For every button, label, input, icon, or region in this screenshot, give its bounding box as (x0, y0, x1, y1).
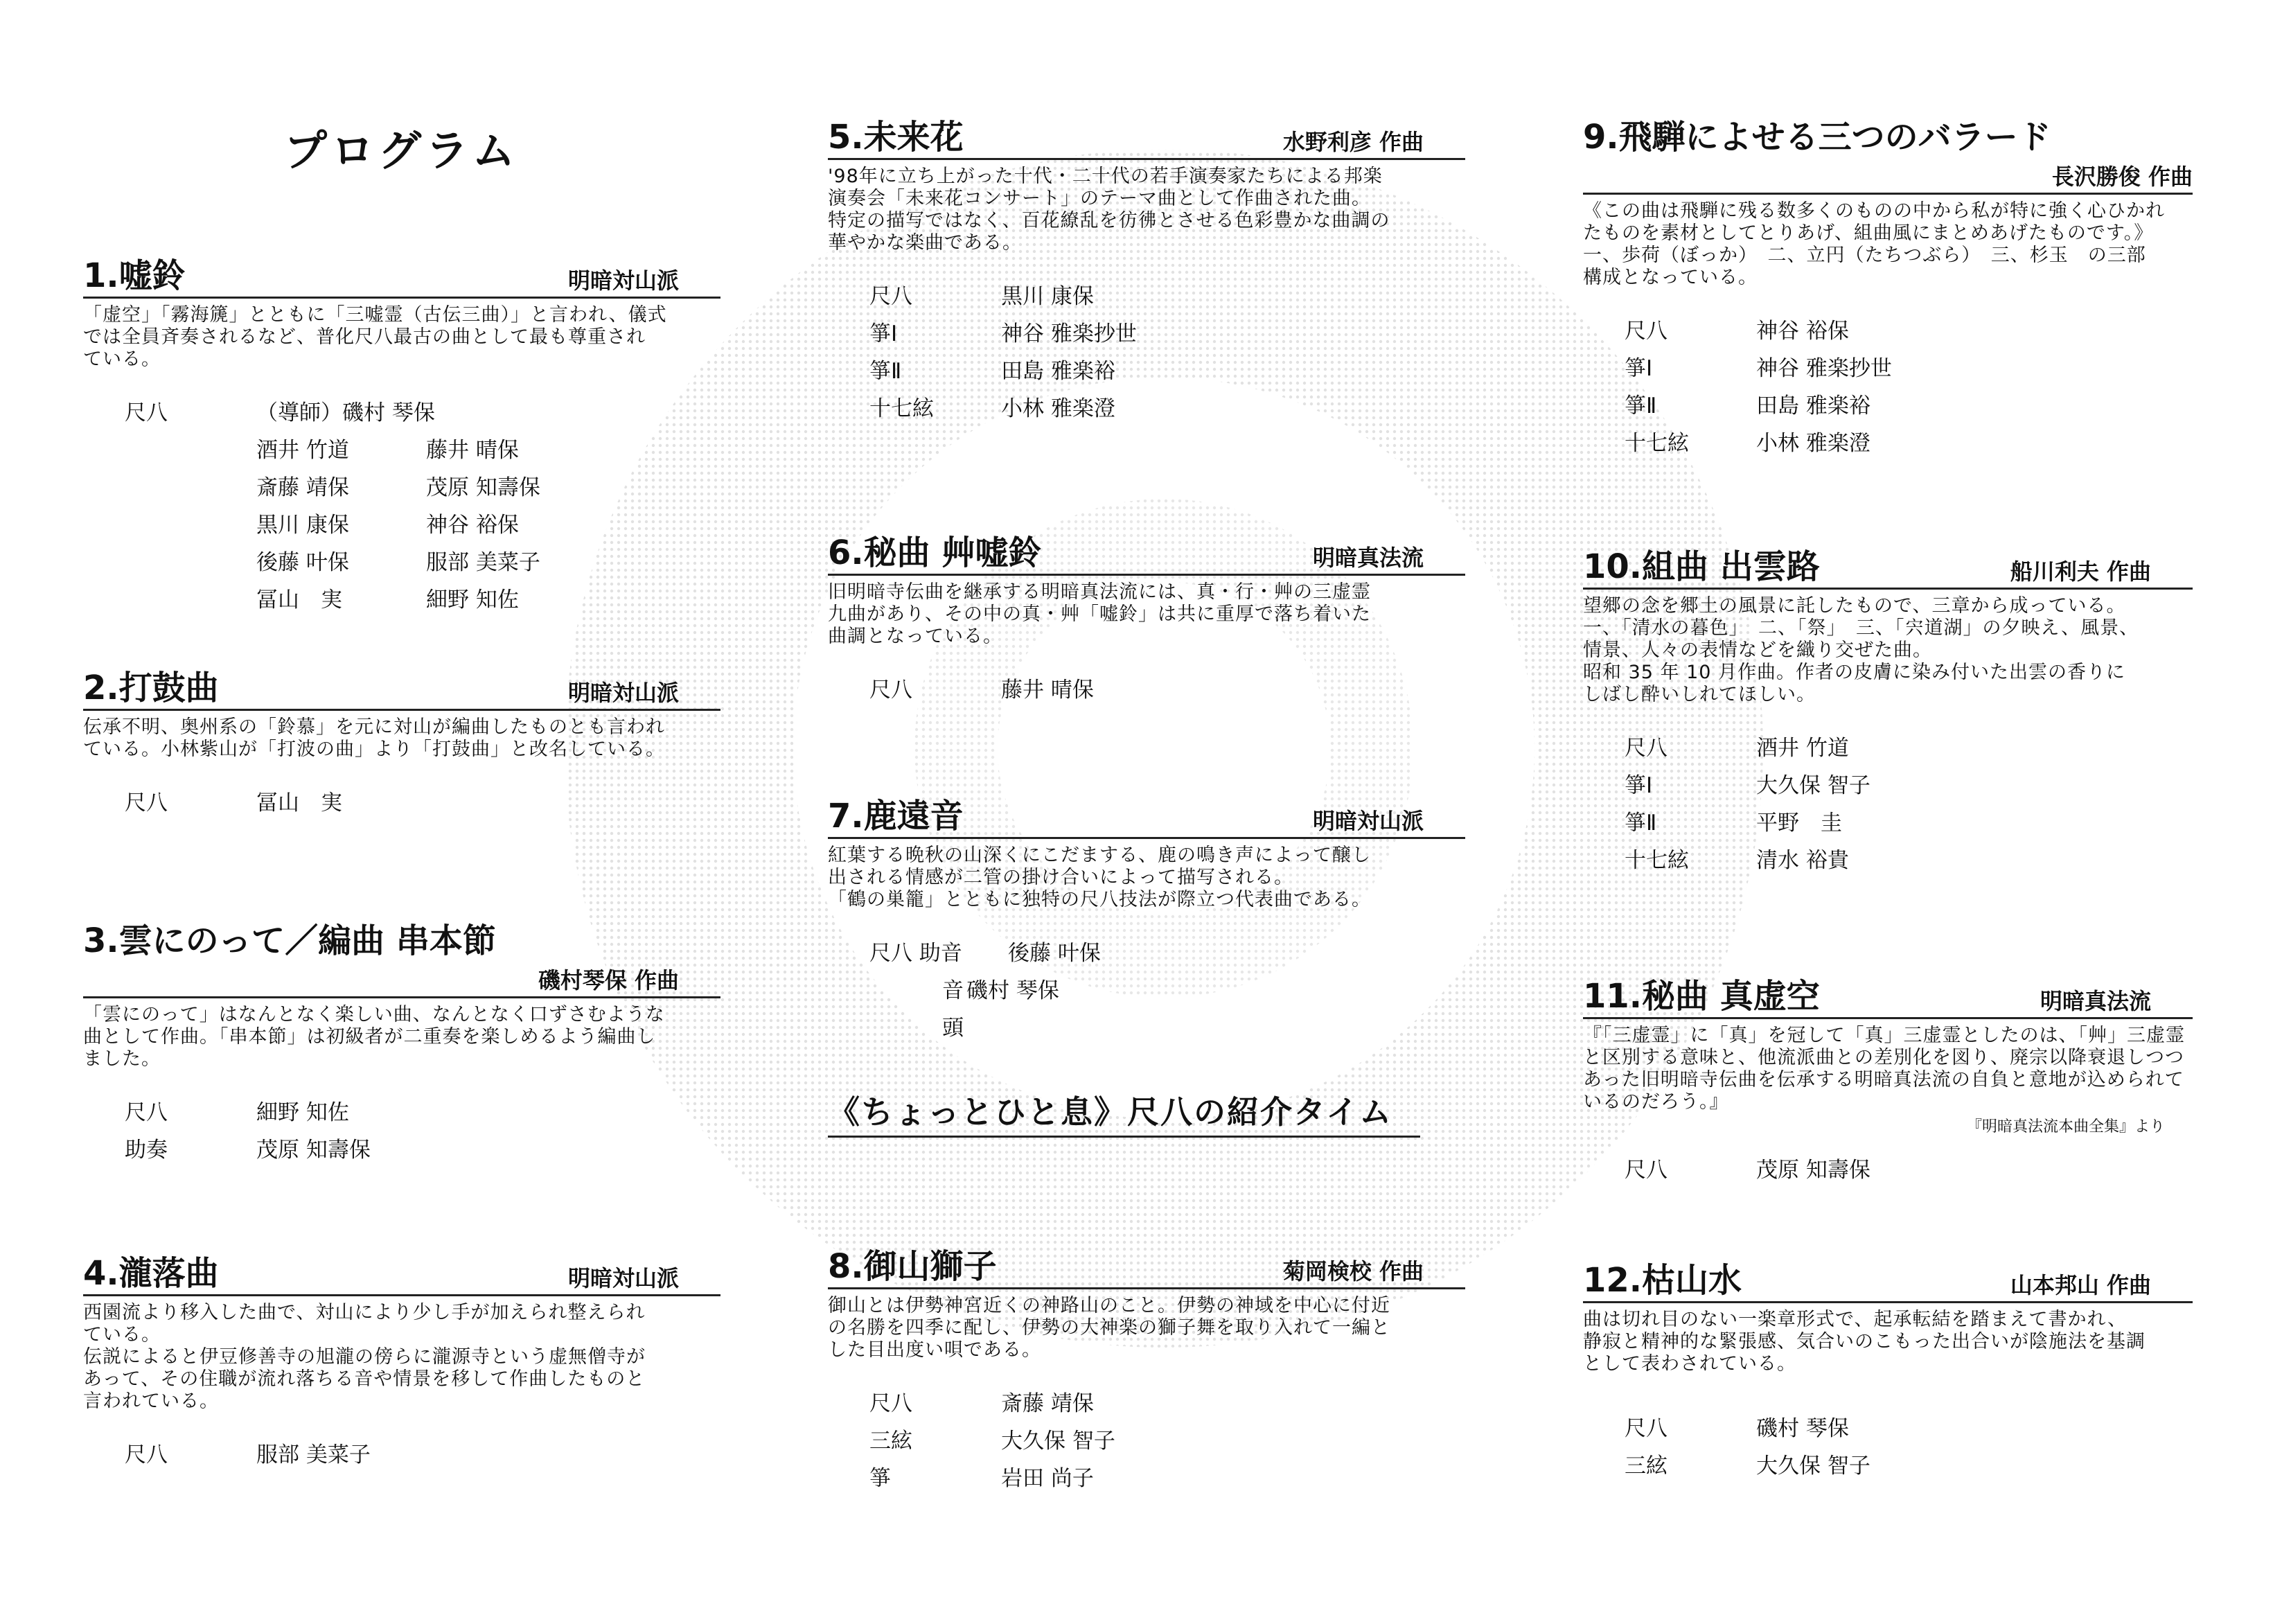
piece-title: 9.飛騨によせる三つのバラード (1583, 118, 2051, 157)
piece-credit: 水野利彦 作曲 (1282, 129, 1424, 155)
performer-name: 小林 雅楽澄 (1756, 431, 1870, 456)
performer-row (828, 390, 1465, 427)
performer-list (828, 935, 1465, 1047)
piece-header (828, 104, 1465, 160)
source-note: 『明暗真法流本曲全集』より (1966, 1118, 2165, 1136)
piece-credit: 明暗真法流 (2040, 988, 2151, 1014)
performer-name: 斎藤 靖保 (1001, 1391, 1094, 1416)
performer-role: 箏 (869, 1466, 891, 1491)
performer-role: 箏Ⅰ (1625, 773, 1653, 798)
piece-header (1583, 963, 2193, 1019)
performer-row (1583, 804, 2193, 842)
performer-role: 尺八 (125, 400, 168, 425)
performer-role: 尺八 助音 (869, 941, 962, 966)
piece-title: 1.嘘鈴 (83, 256, 186, 296)
performer-row (83, 1094, 720, 1131)
performer-name: 冨山 実 (256, 791, 342, 815)
performer-name: 後藤 叶保 (256, 550, 349, 575)
piece-credit: 磯村琴保 作曲 (538, 967, 679, 994)
piece-header (1583, 1247, 2193, 1303)
piece-credit: 長沢勝俊 作曲 (2051, 164, 2193, 190)
performer-list (828, 671, 1465, 709)
performer-role: 箏Ⅰ (869, 321, 898, 346)
performer-row (1583, 387, 2193, 425)
performer-row (1583, 1410, 2193, 1447)
performer-role: 箏Ⅰ (1625, 356, 1653, 381)
piece-header (1583, 104, 2193, 195)
performer-row (1583, 1447, 2193, 1485)
piece-4 (83, 1240, 720, 1474)
piece-header (83, 242, 720, 299)
performer-list (1583, 1151, 2193, 1189)
piece-header (83, 908, 720, 998)
performer-role: 十七絃 (1625, 848, 1689, 873)
piece-1 (83, 242, 720, 619)
performer-name: 大久保 智子 (1756, 1454, 1870, 1479)
performer-name: 神谷 裕保 (1756, 319, 1849, 344)
performer-name: 清水 裕貴 (1756, 848, 1849, 873)
performer-name: 田島 雅楽裕 (1001, 359, 1115, 384)
performer-role: 尺八 (1625, 319, 1668, 344)
piece-description: 「雲にのって」はなんとなく楽しい曲、なんとなく口ずさむような 曲として作曲。「串本節」は初級者が二重奏を楽しめるよう編曲し ました。 (83, 1004, 665, 1070)
performer-row (1583, 730, 2193, 767)
piece-title: 8.御山獅子 (828, 1247, 997, 1287)
page-title: プログラム (284, 125, 520, 176)
performer-name: 黒川 康保 (1001, 284, 1094, 309)
piece-10 (1583, 533, 2193, 879)
performer-row (828, 353, 1465, 390)
performer-role: 十七絃 (1625, 431, 1689, 456)
piece-description: 御山とは伊勢神宮近くの神路山のこと。伊勢の神域を中心に付近 の名勝を四季に配し、伊勢の大神楽の獅子舞を取り入れて一編と した目出度い唄である。 (828, 1295, 1390, 1361)
piece-title: 4.瀧落曲 (83, 1254, 219, 1294)
performer-name: 大久保 智子 (1756, 773, 1870, 798)
performer-role: 箏Ⅱ (1625, 394, 1657, 418)
performer-name: 細野 知佐 (426, 588, 519, 612)
piece-description: 紅葉する晩秋の山深くにこだまする、鹿の鳴き声によって醸し 出される情感が二管の掛け合いによって描写される。 「鶴の巣籠」とともに独特の尺八技法が際立つ代表曲である。 (828, 845, 1371, 910)
performer-role: 尺八 (869, 284, 912, 309)
performer-name: 小林 雅楽澄 (1001, 396, 1115, 421)
piece-title: 3.雲にのって／編曲 串本節 (83, 921, 496, 961)
piece-12 (1583, 1247, 2193, 1485)
performer-name: 田島 雅楽裕 (1756, 394, 1870, 418)
piece-9 (1583, 104, 2193, 462)
piece-title: 6.秘曲 艸嘘鈴 (828, 533, 1042, 573)
piece-credit: 明暗対山派 (567, 267, 679, 294)
performer-name: 磯村 琴保 (966, 978, 1059, 1003)
performer-role: 音頭 (942, 978, 964, 1041)
performer-role: 尺八 (869, 678, 912, 703)
performer-list (1583, 730, 2193, 879)
performer-list (83, 1436, 720, 1474)
performer-role: 尺八 (125, 1100, 168, 1125)
performer-role: 尺八 (1625, 1416, 1668, 1441)
performer-name: 茂原 知壽保 (426, 475, 540, 500)
performer-name: 黒川 康保 (256, 513, 349, 538)
performer-role: 三絃 (869, 1429, 912, 1454)
performer-name: 斎藤 靖保 (256, 475, 349, 500)
performer-list (83, 1094, 720, 1169)
performer-list (1583, 312, 2193, 462)
performer-list (828, 278, 1465, 427)
piece-description: '98年に立ち上がった十代・二十代の若手演奏家たちによる邦楽 演奏会「未来花コンサート」のテーマ曲として作曲された曲。 特定の描写ではなく、百花繚乱を彷彿とさせる色彩豊かな曲調の 華やかな楽曲である。 (828, 166, 1390, 254)
piece-header (828, 1233, 1465, 1289)
performer-row (83, 784, 720, 822)
piece-header (83, 1240, 720, 1296)
performer-name: 神谷 裕保 (426, 513, 519, 538)
piece-credit: 山本邦山 作曲 (2010, 1272, 2151, 1298)
piece-credit: 菊岡検校 作曲 (1282, 1258, 1424, 1285)
performer-name: 酒井 竹道 (1756, 736, 1849, 761)
performer-row (1583, 425, 2193, 462)
performer-row (828, 1460, 1465, 1497)
piece-title: 2.打鼓曲 (83, 669, 219, 708)
performer-row (1583, 312, 2193, 350)
performer-role: 三絃 (1625, 1454, 1668, 1479)
performer-row (828, 1422, 1465, 1460)
piece-credit: 明暗真法流 (1312, 545, 1424, 571)
piece-3 (83, 908, 720, 1169)
performer-row (1583, 350, 2193, 387)
performer-name: 茂原 知壽保 (1756, 1158, 1870, 1183)
performer-role: 助奏 (125, 1138, 168, 1163)
piece-header (828, 783, 1465, 839)
performer-name: 細野 知佐 (256, 1100, 349, 1125)
piece-credit: 明暗対山派 (1312, 808, 1424, 834)
performer-row (828, 1385, 1465, 1422)
performer-name: （導師）磯村 琴保 (256, 400, 435, 425)
performer-name: 神谷 雅楽抄世 (1001, 321, 1137, 346)
performer-name: 磯村 琴保 (1756, 1416, 1849, 1441)
performer-row (1583, 1151, 2193, 1189)
piece-6 (828, 520, 1465, 709)
piece-credit: 明暗対山派 (567, 1265, 679, 1291)
performer-row (828, 315, 1465, 353)
piece-title: 5.未来花 (828, 118, 964, 157)
performer-role: 箏Ⅱ (869, 359, 902, 384)
piece-2 (83, 655, 720, 822)
performer-name: 藤井 晴保 (426, 438, 519, 463)
piece-header (828, 520, 1465, 576)
performer-list (83, 784, 720, 822)
performer-name: 平野 圭 (1756, 811, 1842, 836)
piece-11 (1583, 963, 2193, 1189)
piece-description: 伝承不明、奥州系の「鈴慕」を元に対山が編曲したものとも言われ ている。小林紫山が「打波の曲」より「打鼓曲」と改名している。 (83, 716, 665, 760)
piece-title: 7.鹿遠音 (828, 797, 964, 836)
performer-name: 茂原 知壽保 (256, 1138, 371, 1163)
performer-row (83, 432, 720, 619)
performer-row (828, 278, 1465, 315)
piece-title: 11.秘曲 真虚空 (1583, 977, 1820, 1016)
performer-row (1583, 767, 2193, 804)
piece-header (83, 655, 720, 711)
performer-name: 神谷 雅楽抄世 (1756, 356, 1892, 381)
performer-role: 十七絃 (869, 396, 934, 421)
piece-header (1583, 533, 2193, 590)
performer-name: 冨山 実 (256, 588, 342, 612)
performer-row (83, 1436, 720, 1474)
interlude-banner (828, 1077, 1420, 1138)
performer-role: 尺八 (869, 1391, 912, 1416)
performer-role: 尺八 (1625, 1158, 1668, 1183)
performer-row (828, 671, 1465, 709)
performer-role: 尺八 (125, 1442, 168, 1467)
piece-description: 西園流より移入した曲で、対山により少し手が加えられ整えられ ている。 伝説によると伊豆修善寺の旭瀧の傍らに瀧源寺という虚無僧寺が あって、その住職が流れ落ちる音や情景を移して作曲したものと 言われている。 (83, 1302, 646, 1412)
piece-title: 12.枯山水 (1583, 1261, 1742, 1300)
performer-name: 服部 美菜子 (256, 1442, 371, 1467)
piece-credit: 船川利夫 作曲 (2010, 558, 2151, 585)
piece-credit: 明暗対山派 (567, 680, 679, 706)
piece-5 (828, 104, 1465, 427)
performer-name: 酒井 竹道 (256, 438, 349, 463)
piece-title: 10.組曲 出雲路 (1583, 547, 1820, 587)
performer-row (828, 935, 1465, 972)
piece-description: 望郷の念を郷土の風景に託したもので、三章から成っている。 一、「清水の暮色」 二、「祭」 三、「宍道湖」の夕映え、風景、 情景、人々の表情などを織り交ぜた曲。 昭和 35 年 10 月作曲。作者の皮膚に染み付いた出雲の香りに しばし酔いしれてほしい。 (1583, 595, 2139, 705)
piece-description: 曲は切れ目のない一楽章形式で、起承転結を踏まえて書かれ、 静寂と精神的な緊張感、気合いのこもった出合いが陰施法を基調 として表わされている。 (1583, 1309, 2146, 1375)
performer-name: 後藤 叶保 (1008, 941, 1101, 966)
performer-name: 岩田 尚子 (1001, 1466, 1094, 1491)
piece-7 (828, 783, 1465, 1047)
performer-list (83, 394, 720, 619)
performer-list (1583, 1410, 2193, 1485)
piece-description: 『「三虚霊」に「真」を冠して「真」三虚霊としたのは、「艸」三虚霊 と区別する意味と、他流派曲との差別化を図り、廃宗以降衰退しつつ あった旧明暗寺伝曲を伝承する明暗真法流の自負と意地が込められて いるのだろう。』 (1583, 1025, 2185, 1113)
piece-description: 「虚空」「霧海篪」とともに「三嘘霊（古伝三曲）」と言われ、儀式 では全員斉奏されるなど、普化尺八最古の曲として最も尊重され ている。 (83, 304, 667, 370)
performer-row (828, 972, 1465, 1047)
performer-row (83, 1131, 720, 1169)
performer-role: 尺八 (125, 791, 168, 815)
interlude-text: 《ちょっとひと息》尺八の紹介タイム (828, 1093, 1393, 1131)
performer-role: 尺八 (1625, 736, 1668, 761)
performer-name: 藤井 晴保 (1001, 678, 1094, 703)
piece-description: 《この曲は飛騨に残る数多くのものの中から私が特に強く心ひかれ たものを素材としてとりあげ、組曲風にまとめあげたものです。》 一、歩荷（ぼっか） 二、立円（たちつぶら） 三、杉玉 の三部 構成となっている。 (1583, 200, 2165, 288)
performer-role (83, 432, 256, 619)
performer-row (83, 394, 720, 432)
performer-row (1583, 842, 2193, 879)
piece-description: 旧明暗寺伝曲を継承する明暗真法流には、真・行・艸の三虚霊 九曲があり、その中の真・艸「嘘鈴」は共に重厚で落ち着いた 曲調となっている。 (828, 581, 1371, 647)
performer-name: 大久保 智子 (1001, 1429, 1115, 1454)
performer-role: 箏Ⅱ (1625, 811, 1657, 836)
piece-8 (828, 1233, 1465, 1497)
performer-list (828, 1385, 1465, 1497)
performer-name: 服部 美菜子 (426, 550, 540, 575)
